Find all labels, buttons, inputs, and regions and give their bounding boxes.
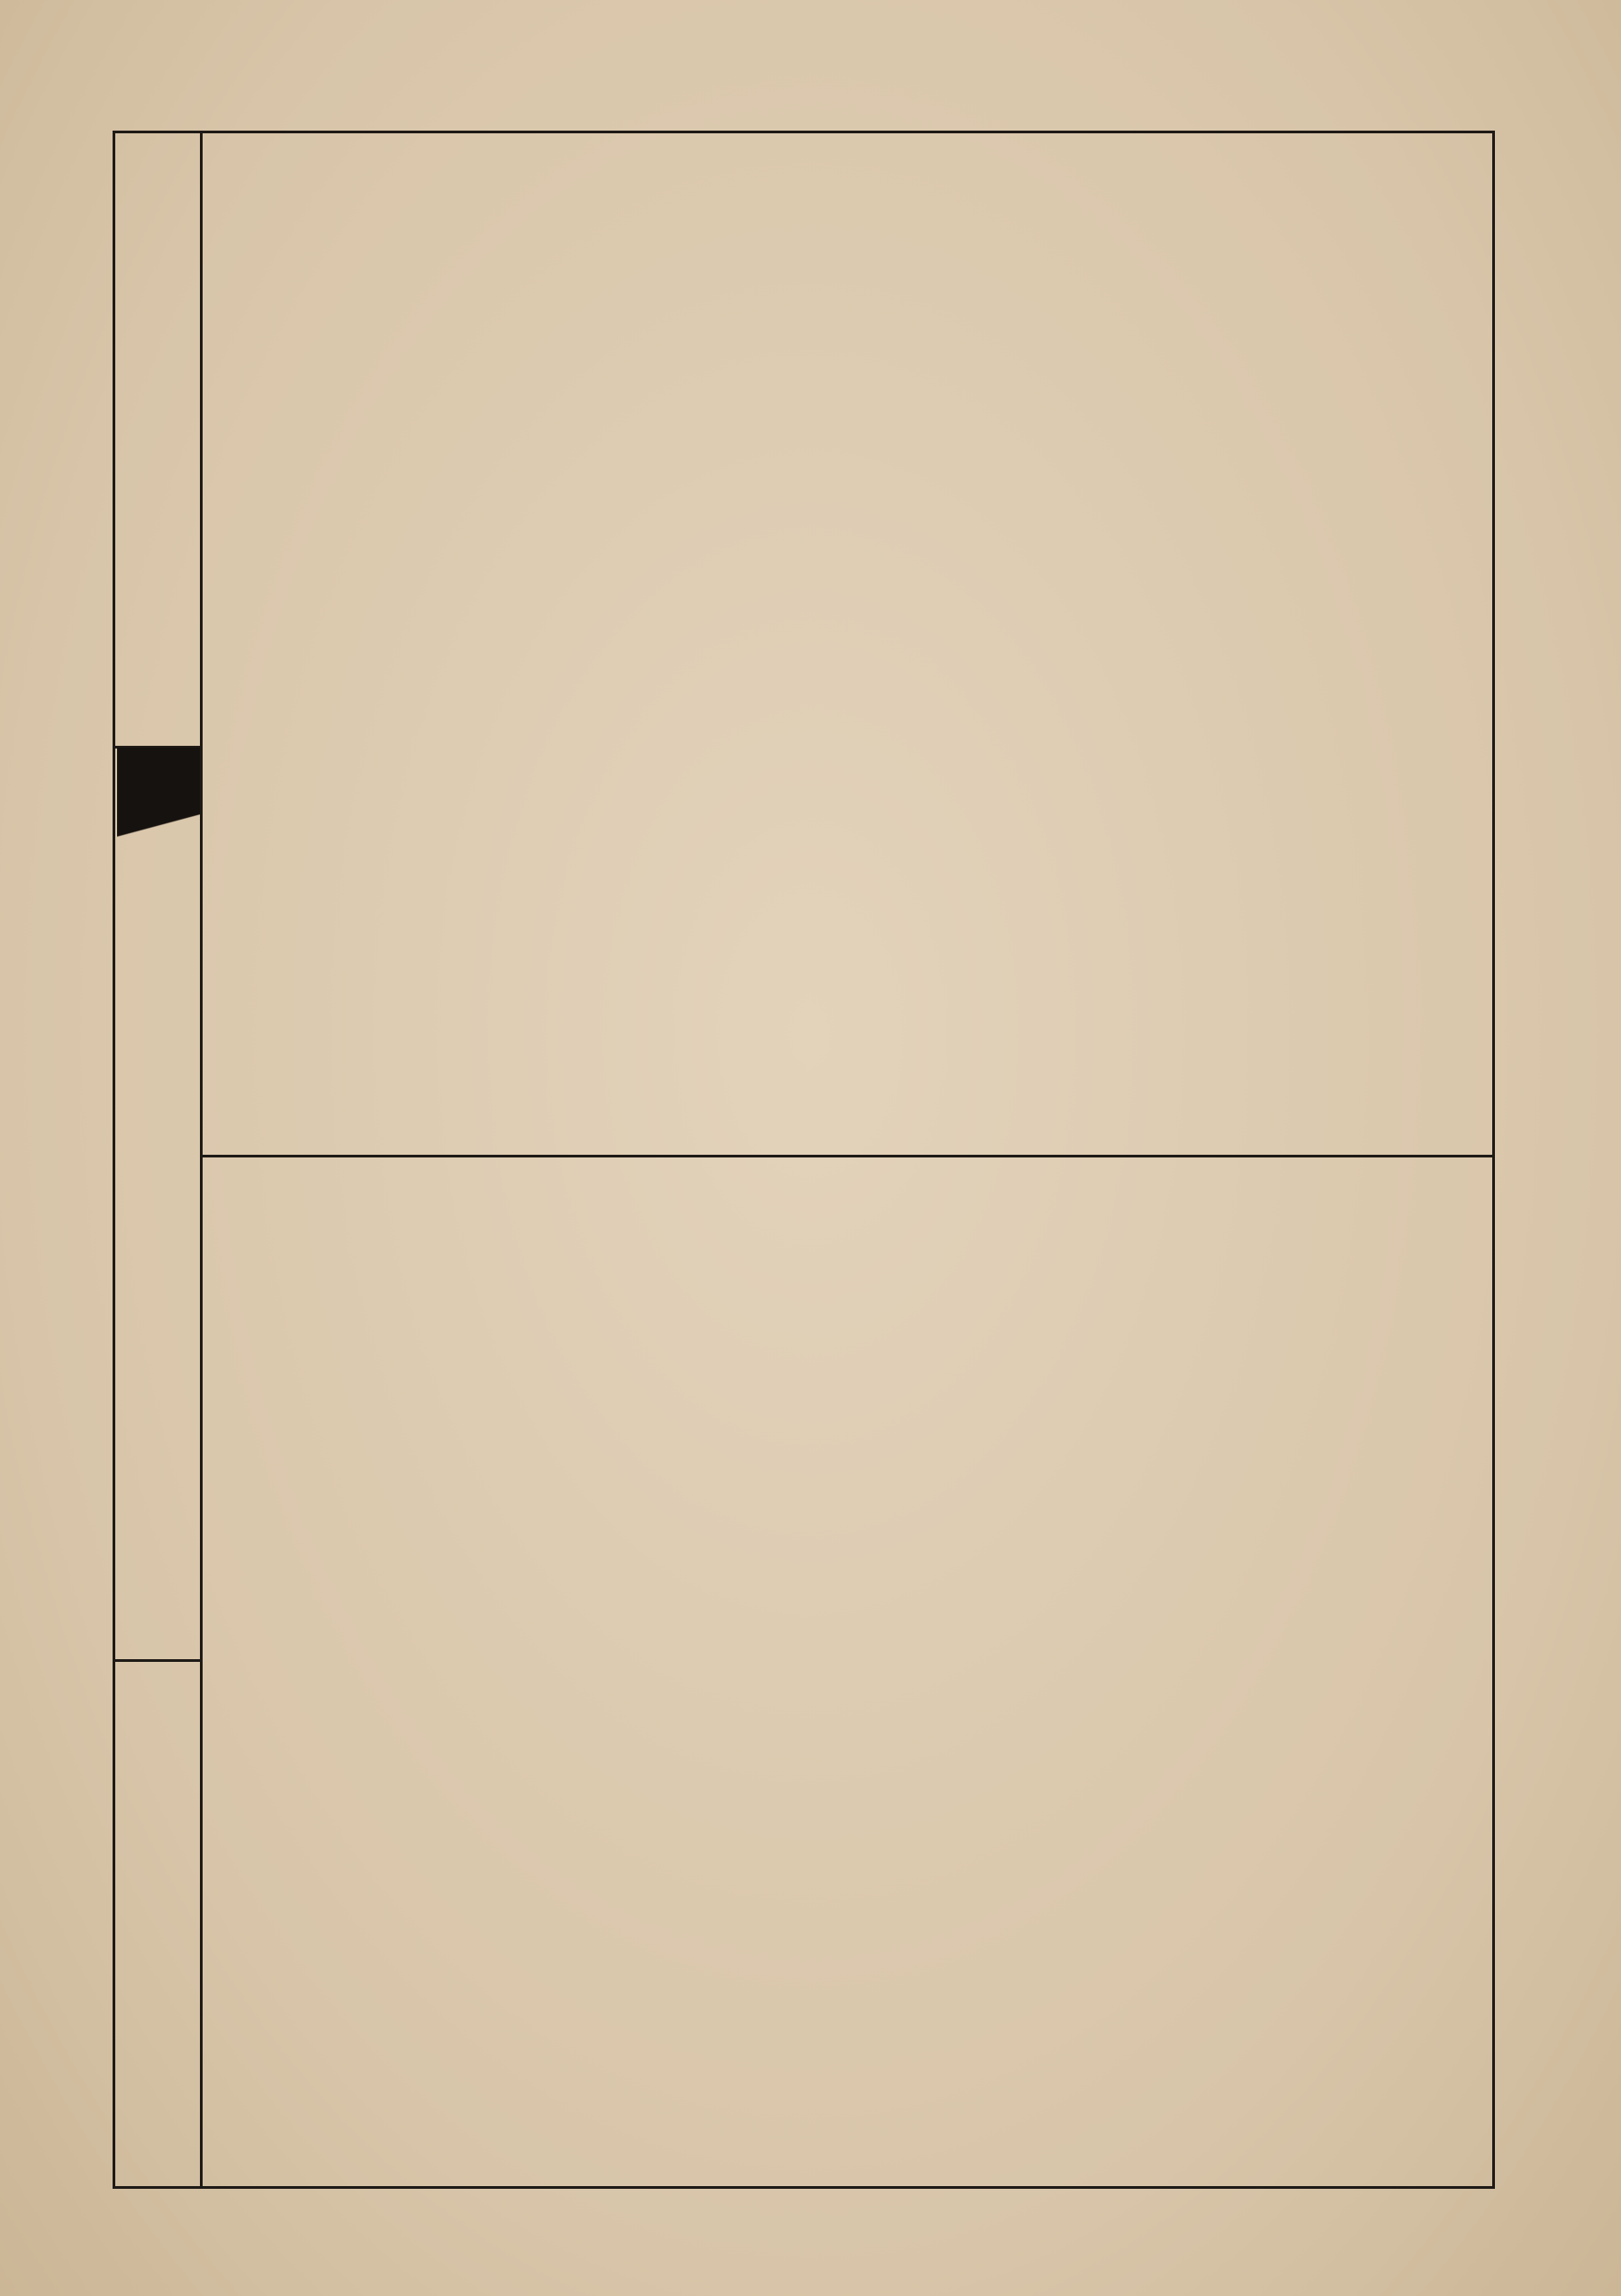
sidebar-black-band — [117, 748, 200, 811]
sidebar-rule-2 — [113, 1659, 203, 1662]
bottom-chess-board — [747, 1378, 1432, 2126]
sidebar-band-wedge — [117, 811, 200, 845]
section-divider — [200, 1155, 1495, 1157]
sidebar-divider — [200, 131, 203, 2189]
top-chess-board — [711, 324, 1459, 1117]
